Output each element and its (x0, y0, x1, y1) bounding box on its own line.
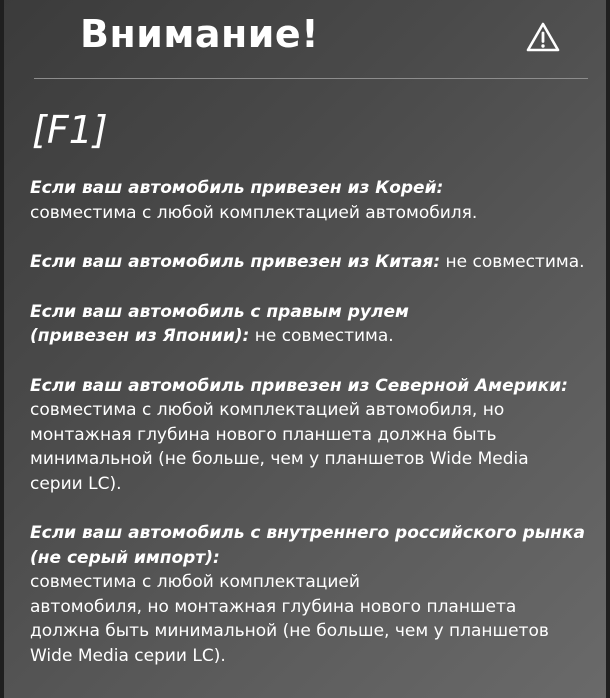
bold-text: (не серый импорт): (30, 547, 220, 568)
plain-text: монтажная глубина нового планшета должна быть (30, 424, 497, 445)
block-north-america (30, 374, 602, 497)
line (30, 201, 602, 226)
line (30, 595, 602, 620)
bold-text: (привезен из Японии): (30, 326, 250, 346)
line (30, 324, 602, 349)
bold-text: Если ваш автомобиль с внутреннего российского рынка (30, 523, 585, 543)
line (30, 423, 602, 448)
line (30, 644, 602, 669)
compatibility-list (30, 176, 602, 693)
line (30, 546, 602, 571)
block-japan (30, 300, 602, 349)
plain-text: не совместима. (440, 252, 585, 272)
line (30, 570, 602, 595)
line (30, 176, 602, 201)
line (30, 472, 602, 497)
plain-text: автомобиля, но монтажная глубина нового планшета (30, 596, 517, 617)
bold-text: Если ваш автомобиль привезен из Северной Америки: (30, 375, 568, 396)
page-title: Внимание! (80, 12, 320, 56)
plain-text: должна быть минимальной (не больше, чем у планшетов (30, 621, 549, 641)
line (30, 521, 602, 546)
block-china (30, 250, 602, 275)
line (30, 447, 602, 472)
plain-text: Wide Media серии LC). (30, 645, 226, 666)
warning-triangle-icon (525, 21, 561, 53)
block-russia (30, 521, 602, 668)
plain-text: серии LC). (30, 473, 122, 494)
header (4, 0, 606, 80)
line (30, 398, 602, 423)
plain-text: минимальной (не больше, чем у планшетов Wide Media (30, 449, 529, 469)
block-korea (30, 176, 602, 225)
line (30, 300, 602, 325)
line (30, 250, 602, 275)
bold-text: Если ваш автомобиль привезен из Корей: (30, 178, 444, 198)
line (30, 374, 602, 399)
line (30, 619, 602, 644)
bold-text: Если ваш автомобиль с правым рулем (30, 301, 409, 322)
divider (34, 78, 588, 79)
error-code: [F1] (32, 108, 108, 152)
plain-text: совместима с любой комплектацией (30, 572, 360, 592)
plain-text: совместима с любой комплектацией автомобиля. (30, 202, 478, 223)
bold-text: Если ваш автомобиль привезен из Китая: (30, 252, 441, 272)
plain-text: совместима с любой комплектацией автомобиля, но (30, 400, 505, 420)
plain-text: не совместима. (249, 326, 394, 346)
